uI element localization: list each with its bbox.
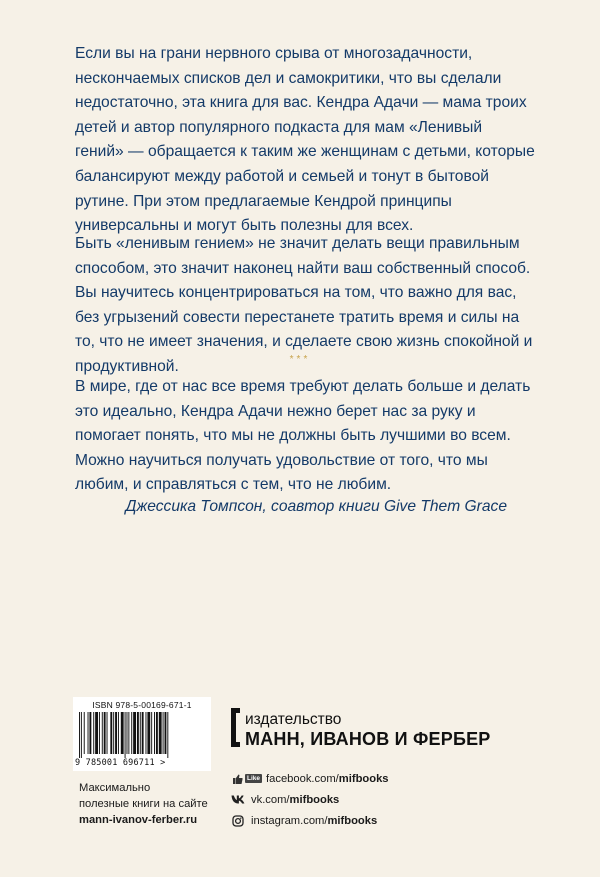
- website-note: [79, 780, 239, 828]
- facebook-prefix: facebook.com/: [266, 772, 339, 785]
- instagram-prefix: instagram.com/: [251, 814, 328, 827]
- facebook-handle: mifbooks: [338, 772, 389, 785]
- vk-icon: [230, 795, 246, 804]
- paragraph-text: Если вы на грани нервного срыва от многозадачности, нескончаемых списков дел и самокритики, что вы сделали недостаточно, эта книга для вас. Кендра Адачи — мама троих детей и автор популярного подкаста для мам «Ленивый гений» — обращается к таким же женщинам с детьми, которые балансируют между работой и семьей и тонут в бытовой рутине. При этом предлагаемые Кендрой принципы универсальны и могут быть полезны для всех.: [75, 45, 535, 235]
- facebook-like-icon: [230, 774, 246, 784]
- vk-prefix: vk.com/: [251, 793, 290, 806]
- social-links: [230, 768, 389, 831]
- description-paragraph-1: [75, 42, 535, 239]
- quote-attribution: Джессика Томпсон, соавтор книги Give Them Grace: [125, 498, 507, 515]
- barcode-block: [73, 697, 211, 771]
- paragraph-text: В мире, где от нас все время требуют делать больше и делать это идеально, Кендра Адачи нежно берет нас за руку и помогает понять, что мы не должны быть лучшими во всем. Можно научиться получать удовольствие от того, что мы любим, и справляться с тем, что не любим.: [75, 378, 531, 494]
- website-note-line-1: Максимально: [79, 782, 151, 794]
- website-note-line-2: полезные книги на сайте: [79, 798, 208, 810]
- paragraph-text: Быть «ленивым гением» не значит делать вещи правильным способом, это значит наконец найти ваш собственный способ. Вы научитесь концентрироваться на том, что важно для вас, без угрызений совести перестанете тратить время и силы на то, что не имеет значения, и сделаете свою жизнь спокойной и продуктивной.: [75, 235, 533, 375]
- like-badge: Like: [247, 775, 261, 782]
- instagram-handle: mifbooks: [327, 814, 378, 827]
- publisher-logo-bracket: [231, 708, 240, 747]
- review-quote: [75, 375, 535, 498]
- facebook-link[interactable]: [230, 768, 389, 789]
- isbn-number: ISBN 978-5-00169-671-1: [92, 700, 192, 710]
- vk-link[interactable]: [230, 789, 389, 810]
- vk-handle: mifbooks: [289, 793, 340, 806]
- instagram-icon: [230, 815, 246, 827]
- publisher-label: издательство: [245, 711, 342, 728]
- barcode-image: [79, 712, 205, 758]
- section-divider: ***: [289, 354, 311, 365]
- publisher-name: МАНН, ИВАНОВ И ФЕРБЕР: [245, 729, 491, 749]
- website-url[interactable]: mann-ivanov-ferber.ru: [79, 814, 198, 826]
- barcode-digits: 9 785001 696711 >: [75, 758, 166, 768]
- instagram-link[interactable]: [230, 810, 389, 831]
